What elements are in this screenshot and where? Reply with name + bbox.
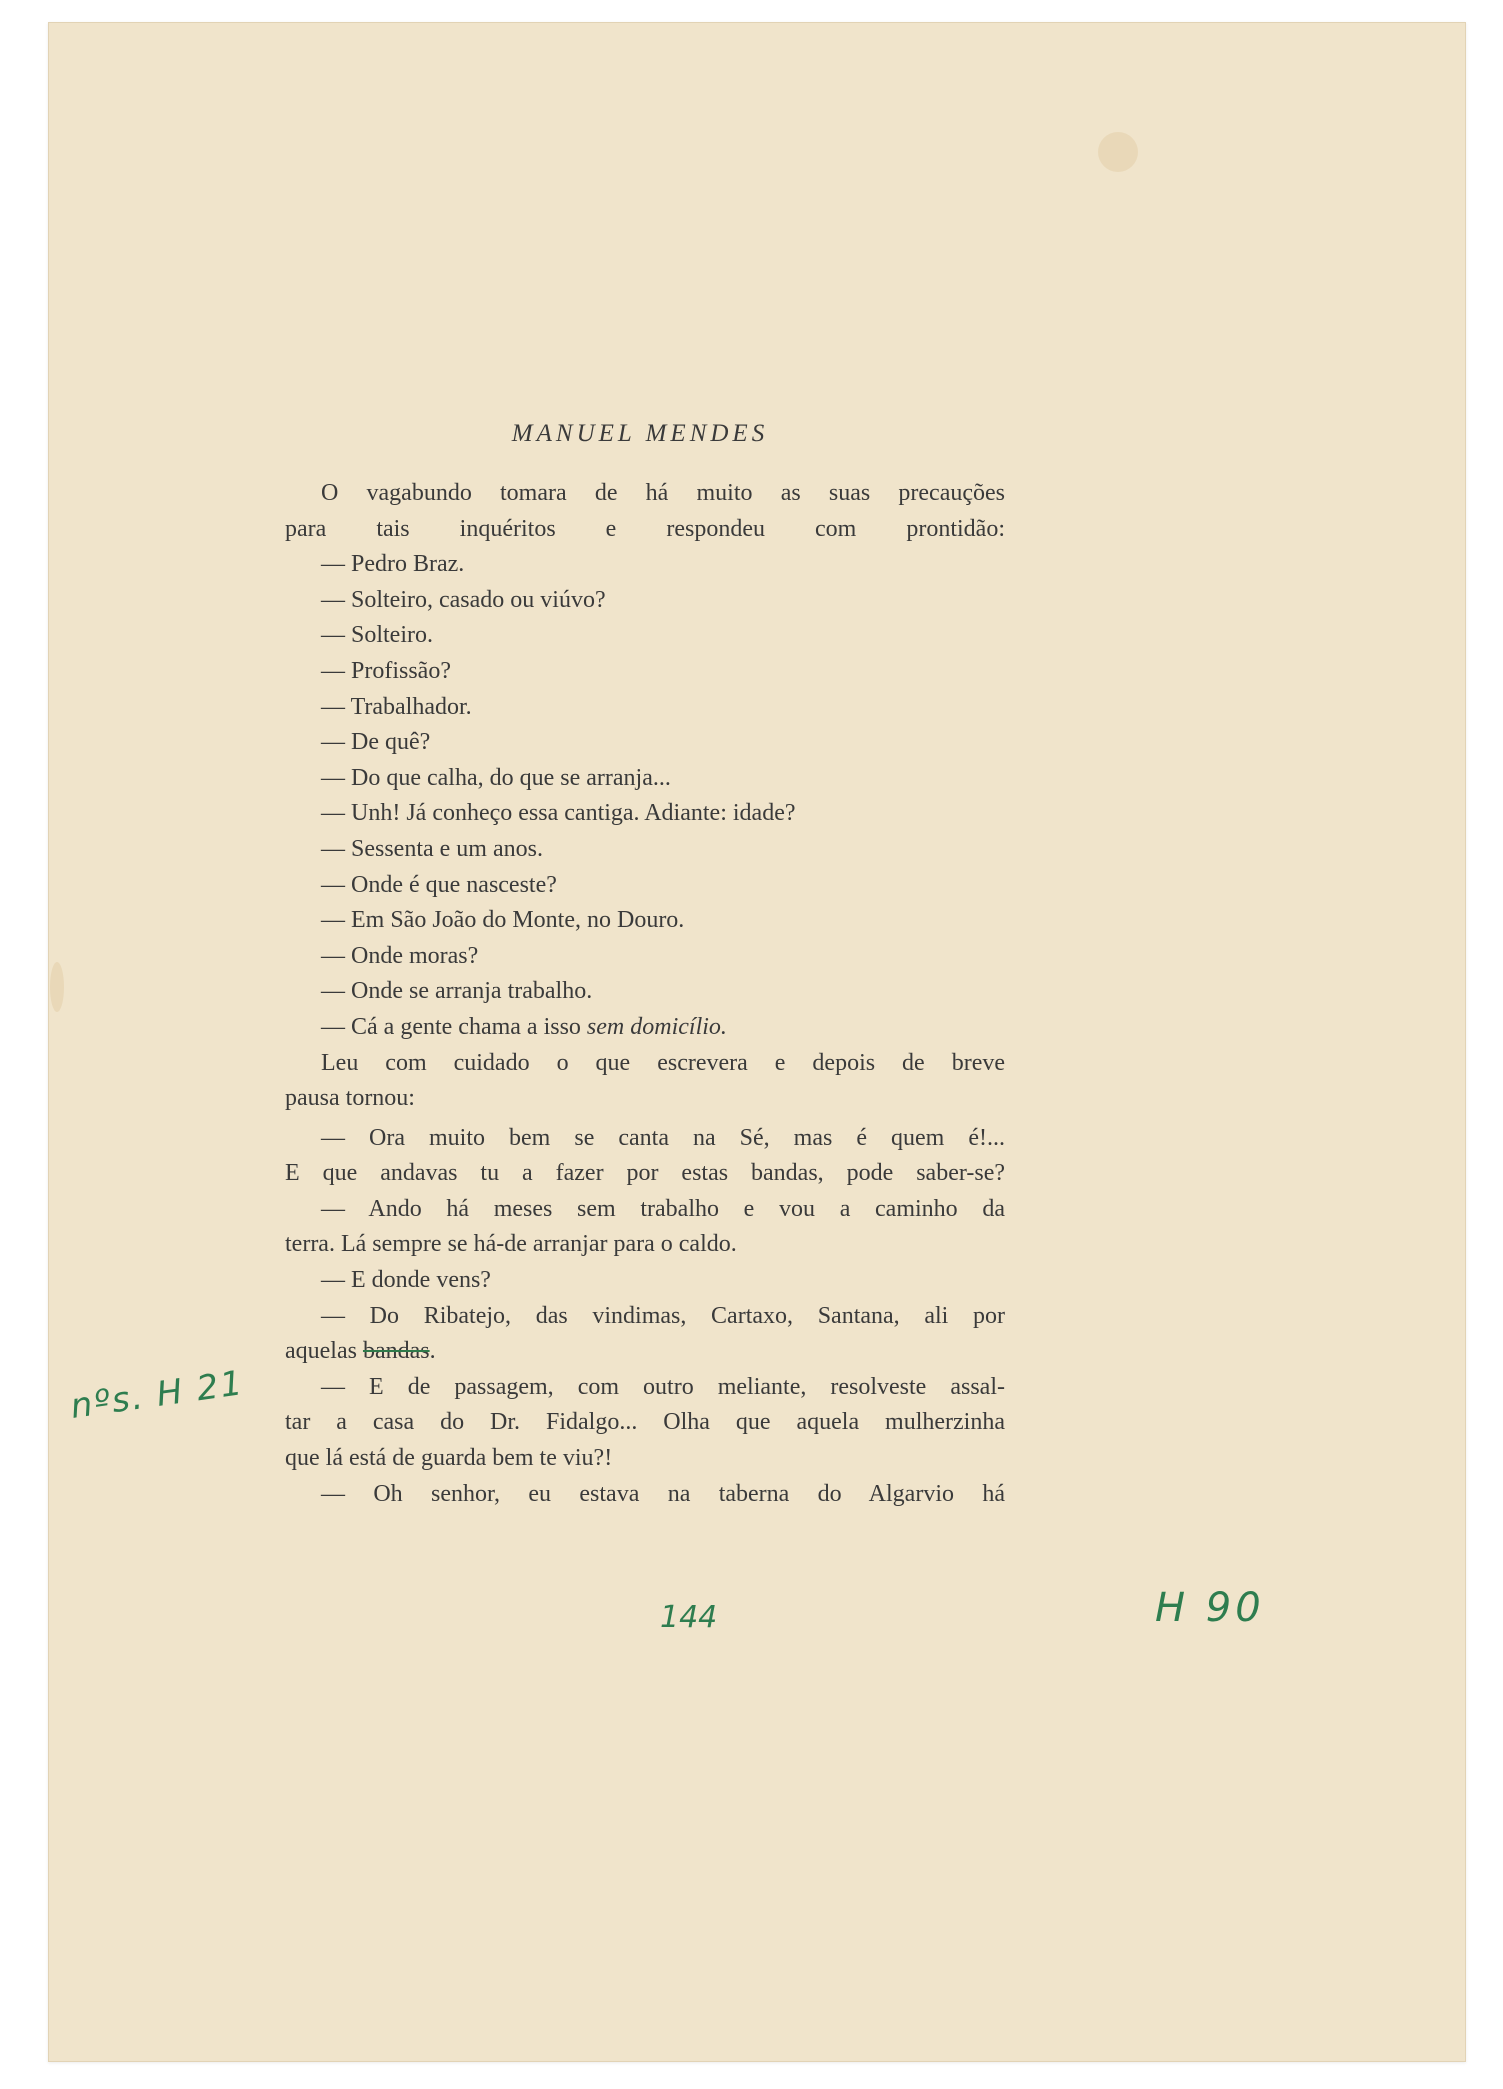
text-line: — Onde é que nasceste? xyxy=(321,871,557,898)
paper-stain xyxy=(50,962,64,1012)
text-line: — E donde vens? xyxy=(321,1267,491,1294)
margin-annotation: nºs. H 21 xyxy=(68,1363,247,1427)
text-line: — Ora muito bem se canta na Sé, mas é quem é!... xyxy=(321,1124,1005,1151)
text-line: — Trabalhador. xyxy=(321,693,472,720)
line-text: — Cá a gente chama a isso xyxy=(321,1013,587,1040)
text-block xyxy=(285,420,1005,1512)
text-line: — Solteiro. xyxy=(321,622,433,649)
text-line: — Oh senhor, eu estava na taberna do Algarvio há xyxy=(321,1480,1005,1507)
text-line: — Sessenta e um anos. xyxy=(321,835,543,862)
text-line-with-correction xyxy=(285,1334,1005,1370)
text-line-with-italic xyxy=(285,1010,1005,1046)
text-line: — E de passagem, com outro meliante, resolveste assal- xyxy=(321,1373,1005,1400)
folio-annotation: H 90 xyxy=(1155,1585,1265,1631)
text-line: para tais inquéritos e respondeu com prontidão: xyxy=(285,515,1005,542)
text-line: — Em São João do Monte, no Douro. xyxy=(321,907,685,934)
text-line: — Profissão? xyxy=(321,657,451,684)
text-line: que lá está de guarda bem te viu?! xyxy=(285,1445,613,1472)
text-line: E que andavas tu a fazer por estas bandas, pode saber-se? xyxy=(285,1160,1005,1187)
text-line: — Onde moras? xyxy=(321,942,479,969)
text-line: — Onde se arranja trabalho. xyxy=(321,978,593,1005)
text-line: pausa tornou: xyxy=(285,1085,415,1112)
struck-word: bandas xyxy=(362,1338,430,1365)
page-number: 144 xyxy=(660,1600,718,1635)
text-line: O vagabundo tomara de há muito as suas precauções xyxy=(321,480,1005,506)
text-line: — Do que calha, do que se arranja... xyxy=(321,764,671,791)
line-text: aquelas xyxy=(285,1338,363,1365)
line-end: . xyxy=(429,1338,436,1365)
text-line: — Unh! Já conheço essa cantiga. Adiante: idade? xyxy=(321,800,796,827)
text-line: — De quê? xyxy=(321,729,431,756)
text-line: — Solteiro, casado ou viúvo? xyxy=(321,586,606,613)
italic-phrase: sem domicílio. xyxy=(586,1013,727,1040)
paper-stain xyxy=(1098,132,1138,172)
text-line: — Pedro Braz. xyxy=(321,551,465,578)
text-line: Leu com cuidado o que escrevera e depois de breve xyxy=(321,1049,1005,1076)
running-head: MANUEL MENDES xyxy=(511,420,769,447)
text-line: terra. Lá sempre se há-de arranjar para o caldo. xyxy=(285,1231,737,1258)
text-line: — Do Ribatejo, das vindimas, Cartaxo, Santana, ali por xyxy=(321,1302,1005,1329)
text-line: tar a casa do Dr. Fidalgo... Olha que aquela mulherzinha xyxy=(285,1409,1005,1436)
text-line: — Ando há meses sem trabalho e vou a caminho da xyxy=(321,1195,1005,1222)
